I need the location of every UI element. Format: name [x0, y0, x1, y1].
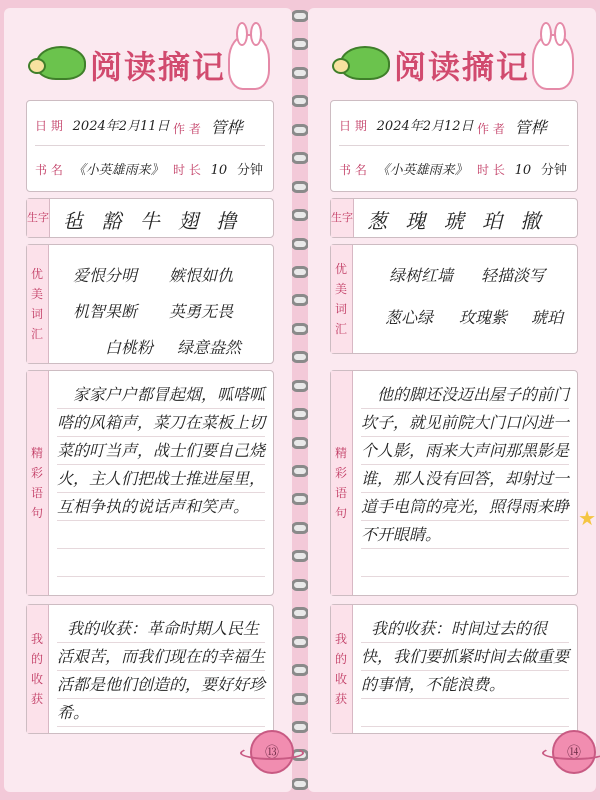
good-words-card — [26, 244, 274, 364]
new-words: 葱 瑰 琥 珀 撤 — [367, 209, 547, 233]
gains-card — [330, 604, 578, 734]
book-value: 《小英雄雨来》 — [376, 163, 468, 178]
divider — [339, 145, 569, 146]
spiral-ring — [291, 294, 309, 306]
sentences-text: 家家户户都冒起烟，呱嗒呱嗒的风箱声，菜刀在菜板上切菜的叮当声，战士们要自己烧火，主人们把战士推进屋里，互相争执的说话声和笑声。 — [57, 381, 265, 591]
time-unit: 分钟 — [237, 163, 264, 178]
good-words-label: 优美词汇 — [27, 245, 49, 363]
time-row — [173, 159, 263, 178]
spiral-ring — [291, 95, 309, 107]
spiral-ring — [291, 266, 309, 278]
info-card — [330, 100, 578, 192]
date-value: 2024年2月12日 — [376, 119, 474, 134]
planet-icon — [250, 730, 294, 774]
spiral-ring — [291, 351, 309, 363]
good-word-5: 琥珀 — [531, 308, 564, 327]
page-header — [308, 28, 596, 98]
spiral-ring — [291, 181, 309, 193]
good-word-3: 葱心绿 — [385, 308, 434, 327]
spiral-ring — [291, 550, 309, 562]
gains-card — [26, 604, 274, 734]
book-label: 书 名 — [339, 163, 367, 177]
gains-label: 我的收获 — [331, 605, 353, 733]
gains-text: 我的收获：时间过去的很快，我们要抓紧时间去做重要的事情，不能浪费。 — [361, 615, 569, 727]
good-word-5: 白桃粉 — [105, 338, 154, 357]
sentences-card — [330, 370, 578, 596]
date-row — [339, 115, 474, 134]
book-row — [35, 159, 164, 178]
spiral-ring — [291, 67, 309, 79]
planet-icon — [552, 730, 596, 774]
spiral-ring — [291, 721, 309, 733]
date-label: 日 期 — [339, 119, 367, 133]
new-words-label: 生字 — [331, 199, 354, 237]
spiral-ring — [291, 437, 309, 449]
page-number: ⑭ — [567, 745, 581, 761]
star-icon: ★ — [578, 506, 596, 530]
new-words-label: 生字 — [27, 199, 50, 237]
good-word-3: 机智果断 — [73, 302, 138, 321]
new-words-card — [330, 198, 578, 238]
spiral-ring — [291, 465, 309, 477]
spiral-ring — [291, 636, 309, 648]
time-value: 10 — [210, 163, 228, 178]
gains-text: 我的收获：革命时期人民生活艰苦，而我们现在的幸福生活都是他们创造的，要好好珍希。 — [57, 615, 265, 727]
date-value: 2024年2月11日 — [72, 119, 170, 134]
spiral-ring — [291, 10, 309, 22]
good-word-1: 爱恨分明 — [73, 266, 138, 285]
bunny-icon — [228, 34, 270, 90]
author-row — [477, 115, 547, 138]
spiral-ring — [291, 323, 309, 335]
author-label: 作 者 — [173, 122, 201, 136]
spiral-ring — [291, 607, 309, 619]
spiral-ring — [291, 693, 309, 705]
good-words-label: 优美词汇 — [331, 245, 353, 353]
page-number: ⑬ — [265, 745, 279, 761]
good-word-2: 轻描淡写 — [481, 266, 546, 285]
spiral-ring — [291, 408, 309, 420]
spiral-ring — [291, 152, 309, 164]
author-value: 管桦 — [210, 118, 243, 137]
new-words: 毡 豁 牛 翅 撸 — [63, 209, 243, 233]
spiral-ring — [291, 209, 309, 221]
turtle-icon — [36, 46, 86, 80]
spiral-ring — [291, 38, 309, 50]
good-word-4: 英勇无畏 — [169, 302, 234, 321]
date-row — [35, 115, 170, 134]
spiral-ring — [291, 238, 309, 250]
new-words-card — [26, 198, 274, 238]
info-card — [26, 100, 274, 192]
spiral-ring — [291, 778, 309, 790]
spiral-ring — [291, 664, 309, 676]
sentences-card — [26, 370, 274, 596]
book-label: 书 名 — [35, 163, 63, 177]
spiral-ring — [291, 579, 309, 591]
good-word-4: 玫瑰紫 — [459, 308, 508, 327]
page-header — [4, 28, 292, 98]
spiral-ring — [291, 124, 309, 136]
good-word-6: 绿意盎然 — [177, 338, 242, 357]
sentences-label: 精彩语句 — [331, 371, 353, 595]
good-word-2: 嫉恨如仇 — [169, 266, 234, 285]
time-label: 时 长 — [477, 163, 505, 177]
bunny-icon — [532, 34, 574, 90]
sentences-label: 精彩语句 — [27, 371, 49, 595]
spiral-ring — [291, 493, 309, 505]
author-row — [173, 115, 243, 138]
book-row — [339, 159, 468, 178]
book-value: 《小英雄雨来》 — [72, 163, 164, 178]
time-value: 10 — [514, 163, 532, 178]
author-label: 作 者 — [477, 122, 505, 136]
date-label: 日 期 — [35, 119, 63, 133]
sentences-text: 他的脚还没迈出屋子的前门坎子，就见前院大门口闪进一个人影，雨来大声问那黑影是谁，那人没有回答，却射过一道手电筒的亮光，照得雨来睁不开眼睛。 — [361, 381, 569, 591]
author-value: 管桦 — [514, 118, 547, 137]
divider — [35, 145, 265, 146]
time-label: 时 长 — [173, 163, 201, 177]
page-title: 阅读摘记 — [90, 48, 227, 86]
page-title: 阅读摘记 — [394, 48, 531, 86]
turtle-icon — [340, 46, 390, 80]
time-unit: 分钟 — [541, 163, 568, 178]
gains-label: 我的收获 — [27, 605, 49, 733]
left-page — [4, 8, 292, 792]
time-row — [477, 159, 567, 178]
spiral-binding — [290, 10, 310, 790]
good-word-1: 绿树红墙 — [389, 266, 454, 285]
spiral-ring — [291, 522, 309, 534]
good-words-card — [330, 244, 578, 354]
spiral-ring — [291, 380, 309, 392]
right-page — [308, 8, 596, 792]
